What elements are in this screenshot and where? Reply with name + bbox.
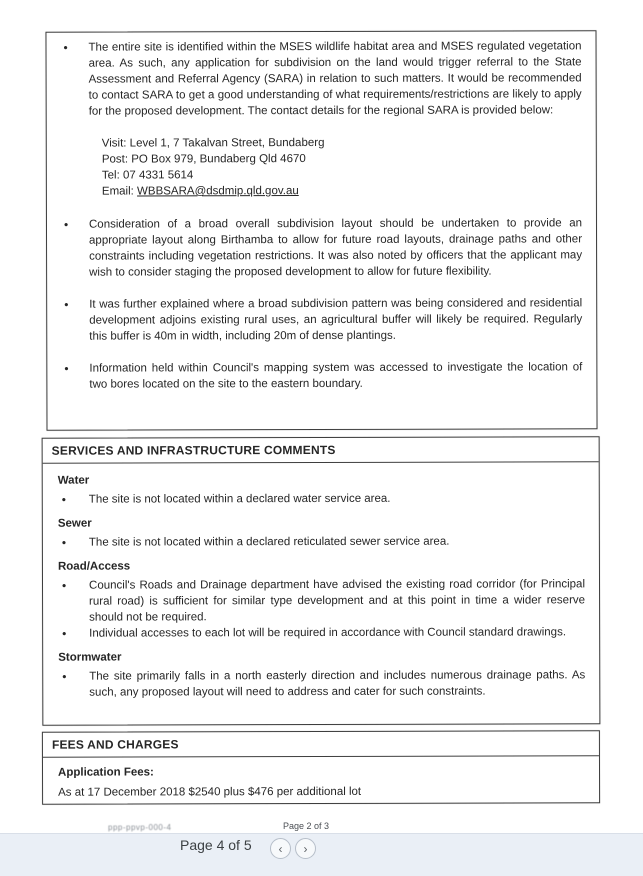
viewer-toolbar — [0, 833, 643, 876]
note-text: Information held within Council's mapping system was accessed to investigate the location of two bores located on the site to the eastern boundary. — [89, 361, 583, 391]
previous-page-button[interactable] — [270, 838, 291, 859]
application-fees-text: As at 17 December 2018 $2540 plus $476 per additional lot — [58, 785, 362, 799]
bullet-icon — [61, 297, 89, 314]
list-item — [58, 490, 585, 508]
chevron-right-icon: › — [303, 842, 308, 856]
contact-post: Post: PO Box 979, Bundaberg Qld 4670 — [101, 153, 306, 166]
note-text: Consideration of a broad overall subdivision layout should be undertaken to provide an appropriate layout along Birthamba to allow for future road layouts, drainage paths and other constraints including vegetation restrictions. It was also noted by officers that the applicant may wish to consider staging the proposed development to allow for future flexibility. — [88, 217, 583, 279]
notes-section — [45, 30, 597, 430]
bullet-icon — [58, 535, 89, 552]
contact-visit: Visit: Level 1, 7 Takalvan Street, Bundaberg — [101, 136, 325, 150]
service-comment: The site is not located within a declared water service area. — [88, 492, 391, 506]
email-link[interactable]: WBBSARA@dsdmip.qld.gov.au — [137, 185, 299, 198]
services-section — [42, 436, 601, 725]
bullet-icon — [60, 40, 88, 57]
bullet-icon — [58, 669, 89, 686]
list-item — [61, 295, 582, 344]
list-item — [58, 667, 585, 700]
contact-tel: Tel: 07 4331 5614 — [101, 169, 194, 182]
next-page-button[interactable] — [295, 838, 316, 859]
document-page-number: Page 2 of 3 — [283, 821, 330, 831]
list-item — [61, 215, 582, 280]
list-item — [58, 576, 585, 625]
bullet-icon — [58, 492, 89, 509]
bullet-icon — [61, 217, 89, 234]
subsection-heading-sewer: Sewer — [57, 517, 92, 530]
section-title: FEES AND CHARGES — [43, 731, 599, 757]
email-label: Email: — [101, 185, 134, 198]
subsection-heading-road-access: Road/Access — [57, 560, 131, 573]
list-item — [58, 624, 585, 642]
sara-contact-details — [102, 134, 582, 199]
service-comment: The site primarily falls in a north easterly direction and includes numerous drainage paths. As such, any proposed layout will need to address and cater for such constraints. — [89, 669, 586, 699]
service-comment: Individual accesses to each lot will be required in accordance with Council standard drawings. — [89, 626, 567, 640]
list-item — [60, 38, 581, 119]
chevron-left-icon: ‹ — [278, 842, 283, 856]
subsection-heading-stormwater: Stormwater — [58, 651, 122, 664]
service-comment: Council's Roads and Drainage department have advised the existing road corridor (for Principal rural road) is sufficient for similar type development and at this point in time a wider reserve should not be required. — [88, 578, 586, 624]
section-title: SERVICES AND INFRASTRUCTURE COMMENTS — [43, 437, 599, 463]
list-item — [61, 359, 582, 392]
list-item — [58, 533, 585, 551]
bullet-icon — [58, 626, 89, 643]
note-text: The entire site is identified within the MSES wildlife habitat area and MSES regulated vegetation area. As such, any application for subdivision on the land would trigger referral to the State Assessment and Referral Agency (SARA) in relation to such matters. It would be recommended to contact SARA to get a good understanding of what requirements/restrictions are likely to apply for the proposed development. The contact details for the regional SARA is provided below: — [88, 40, 582, 118]
document-reference-code: ppp-ppvp-000-4 — [108, 823, 172, 832]
bullet-icon — [58, 578, 89, 595]
bullet-icon — [61, 361, 89, 378]
contact-email-line — [102, 182, 582, 199]
application-fees-heading: Application Fees: — [57, 766, 154, 779]
subsection-heading-water: Water — [57, 474, 90, 487]
fees-section — [42, 730, 600, 804]
viewer-page-indicator: Page 4 of 5 — [180, 837, 252, 853]
service-comment: The site is not located within a declared reticulated sewer service area. — [88, 535, 450, 549]
note-text: It was further explained where a broad subdivision pattern was being considered and residential development adjoins existing rural uses, an agricultural buffer will likely be required. Regularly this buffer is 40m in width, including 20m of dense plantings. — [89, 297, 583, 343]
